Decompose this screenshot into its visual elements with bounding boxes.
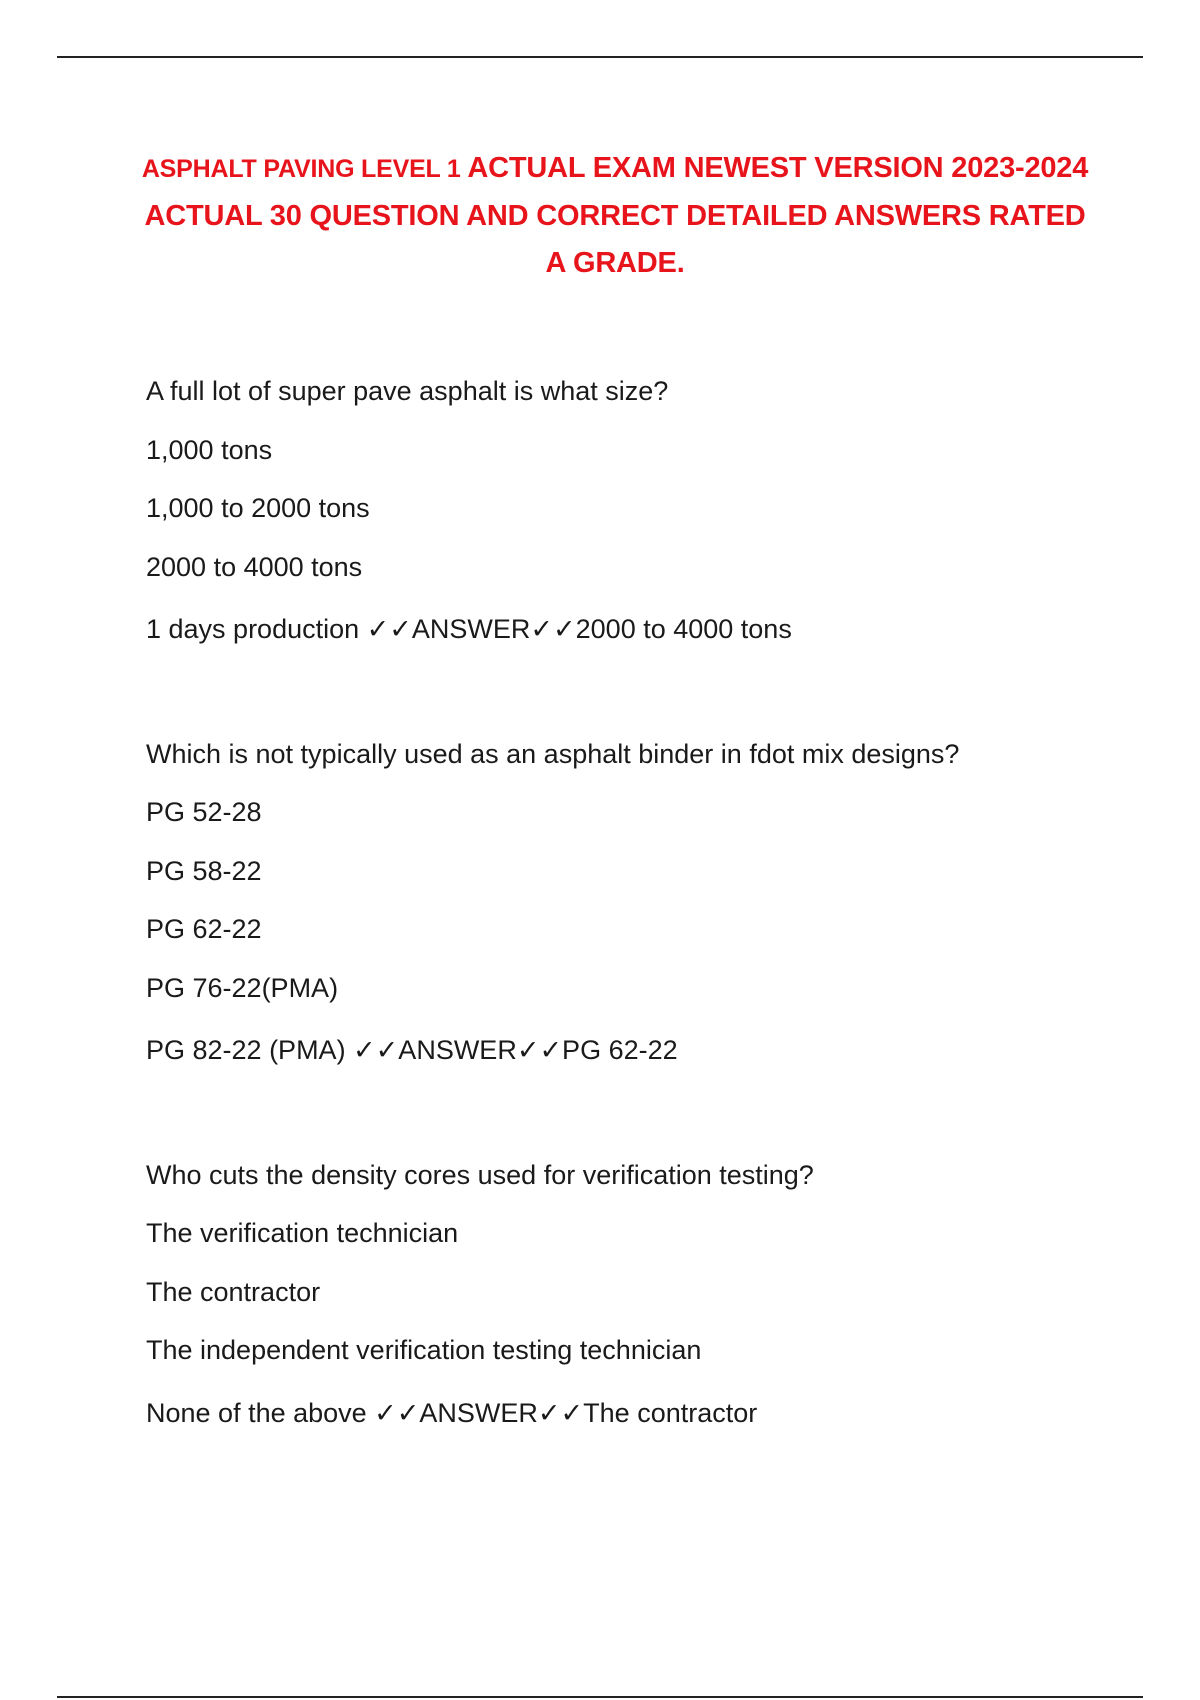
answer-line: PG 82-22 (PMA) ✓✓ANSWER✓✓PG 62-22 [146,1035,678,1065]
question-block-3 [146,1146,1106,1443]
option-text: 2000 to 4000 tons [146,551,363,582]
option-text: The independent verification testing technician [146,1335,702,1365]
option-text: 1,000 to 2000 tons [146,493,370,523]
option-text: PG 52-28 [146,797,262,827]
question-list [146,362,1106,1442]
question-block-1 [146,362,1106,659]
question-block-2 [146,725,1106,1080]
question-text: Which is not typically used as an asphalt binder in fdot mix designs? [146,738,960,769]
title-prefix: ASPHALT PAVING LEVEL 1 [141,155,461,183]
option-text: PG 76-22(PMA) [146,972,339,1003]
answer-line: 1 days production ✓✓ANSWER✓✓2000 to 4000 tons [146,614,792,644]
option-text: PG 62-22 [146,914,262,944]
question-text: A full lot of super pave asphalt is what size? [146,376,669,406]
title-rest: ACTUAL EXAM NEWEST VERSION 2023-2024 ACTUAL 30 QUESTION AND CORRECT DETAILED ANSWERS RATED A GRADE. [144,152,1089,279]
option-text: PG 58-22 [146,855,262,886]
option-text: The contractor [146,1276,321,1307]
answer-line: None of the above ✓✓ANSWER✓✓The contractor [146,1397,758,1428]
top-divider [57,56,1143,58]
question-text: Who cuts the density cores used for verification testing? [146,1159,814,1190]
bottom-divider [57,1696,1143,1698]
option-text: The verification technician [146,1218,459,1248]
option-text: 1,000 tons [146,434,273,465]
document-title [140,145,1090,287]
